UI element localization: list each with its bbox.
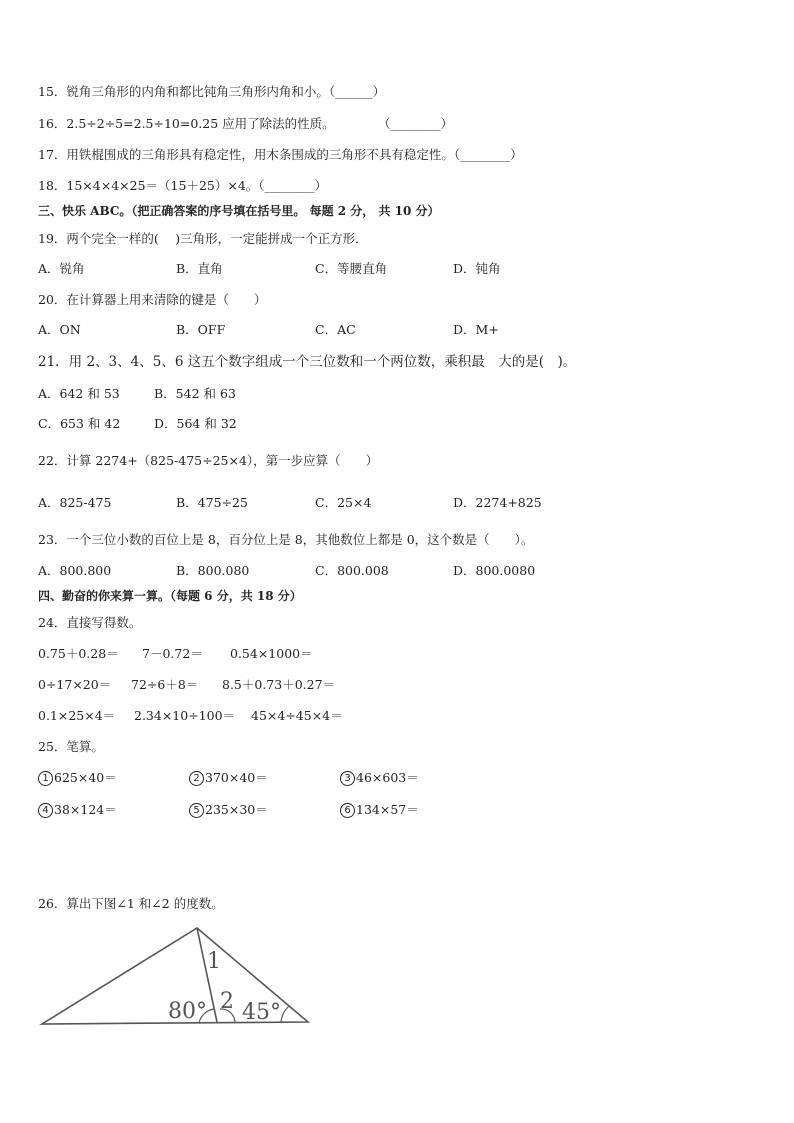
q25-expr: 38×124＝	[54, 802, 117, 817]
question-19: 19．两个完全一样的( )三角形，一定能拼成一个正方形．	[38, 231, 368, 246]
angle-arc-right	[281, 1006, 289, 1022]
question-16-blank: （________）	[378, 116, 454, 131]
q25-item-5	[189, 802, 268, 818]
question-18: 18．15×4×4×25＝（15＋25）×4。（________）	[38, 178, 328, 193]
q19-option-b: B．直角	[176, 261, 223, 276]
question-25: 25．笔算。	[38, 739, 104, 754]
q19-option-a: A．锐角	[38, 261, 85, 276]
section-3-title: 三、快乐 ABC。（把正确答案的序号填在括号里。 每题 2 分， 共 10 分）	[38, 204, 440, 218]
triangle-outline	[42, 928, 308, 1024]
angle-label-right: 45°	[242, 1000, 281, 1025]
q25-expr: 134×57＝	[356, 802, 419, 817]
q23-option-b: B．800.080	[176, 563, 250, 578]
question-15: 15．锐角三角形的内角和都比钝角三角形内角和小。（______）	[38, 84, 386, 99]
question-26: 26．算出下图∠1 和∠2 的度数。	[38, 896, 224, 911]
q25-item-6	[340, 802, 419, 818]
angle-label-top: 1	[207, 949, 221, 974]
q25-item-3	[340, 770, 419, 786]
question-17: 17．用铁棍围成的三角形具有稳定性，用木条围成的三角形不具有稳定性。（________）	[38, 147, 523, 162]
q24-row2-col2: 72÷6＋8＝	[131, 677, 199, 692]
q24-row2-col3: 8.5＋0.73＋0.27＝	[222, 677, 336, 692]
q20-option-d: D．M+	[453, 322, 499, 337]
q25-item-4	[38, 802, 117, 818]
q21-option-c: C．653 和 42	[38, 416, 121, 431]
q20-option-a: A．ON	[38, 322, 81, 337]
q23-option-c: C．800.008	[315, 563, 389, 578]
q24-row3-col2: 2.34×10÷100＝	[134, 708, 236, 723]
angle-arc-mid	[220, 1009, 235, 1023]
q22-option-b: B．475÷25	[176, 495, 248, 510]
q25-item-1	[38, 770, 117, 786]
angle-label-left: 80°	[168, 999, 207, 1024]
q24-row3-col3: 45×4÷45×4＝	[251, 708, 343, 723]
question-21: 21．用 2、3、4、5、6 这五个数字组成一个三位数和一个两位数，乘积最 大的是( )。	[38, 354, 577, 370]
question-16: 16．2.5÷2÷5=2.5÷10=0.25 应用了除法的性质。	[38, 116, 335, 131]
q25-expr: 235×30＝	[205, 802, 268, 817]
q23-option-a: A．800.800	[38, 563, 112, 578]
q25-expr: 625×40＝	[54, 770, 117, 785]
q21-option-a: A．642 和 53	[38, 386, 120, 401]
circled-number: 3	[340, 771, 355, 786]
question-24: 24．直接写得数。	[38, 615, 142, 630]
q22-option-a: A．825-475	[38, 495, 112, 510]
q22-option-c: C．25×4	[315, 495, 372, 510]
q21-option-d: D．564 和 32	[154, 416, 237, 431]
circled-number: 2	[189, 771, 204, 786]
q24-row1-col2: 7－0.72＝	[142, 646, 203, 661]
q19-option-c: C．等腰直角	[315, 261, 388, 276]
circled-number: 4	[38, 803, 53, 818]
q25-expr: 46×603＝	[356, 770, 419, 785]
q24-row1-col1: 0.75＋0.28＝	[38, 646, 119, 661]
circled-number: 1	[38, 771, 53, 786]
question-22: 22．计算 2274+（825-475÷25×4），第一步应算（ ）	[38, 453, 379, 468]
q21-option-b: B．542 和 63	[154, 386, 236, 401]
triangle-cevian	[197, 928, 217, 1022]
q20-option-b: B．OFF	[176, 322, 226, 337]
angle-label-mid: 2	[220, 989, 234, 1014]
q25-expr: 370×40＝	[205, 770, 268, 785]
question-23: 23．一个三位小数的百位上是 8，百分位上是 8，其他数位上都是 0，这个数是（ ）。	[38, 532, 534, 547]
q23-option-d: D．800.0080	[453, 563, 536, 578]
q24-row2-col1: 0÷17×20＝	[38, 677, 112, 692]
angle-arc-left	[199, 1009, 214, 1023]
circled-number: 6	[340, 803, 355, 818]
q24-row1-col3: 0.54×1000＝	[230, 646, 313, 661]
q20-option-c: C．AC	[315, 322, 356, 337]
question-20: 20．在计算器上用来清除的键是（ ）	[38, 292, 267, 307]
q25-item-2	[189, 770, 268, 786]
q19-option-d: D．钝角	[453, 261, 501, 276]
circled-number: 5	[189, 803, 204, 818]
section-4-title: 四、勤奋的你来算一算。（每题 6 分，共 18 分）	[38, 589, 302, 603]
q22-option-d: D．2274+825	[453, 495, 542, 510]
q24-row3-col1: 0.1×25×4＝	[38, 708, 116, 723]
